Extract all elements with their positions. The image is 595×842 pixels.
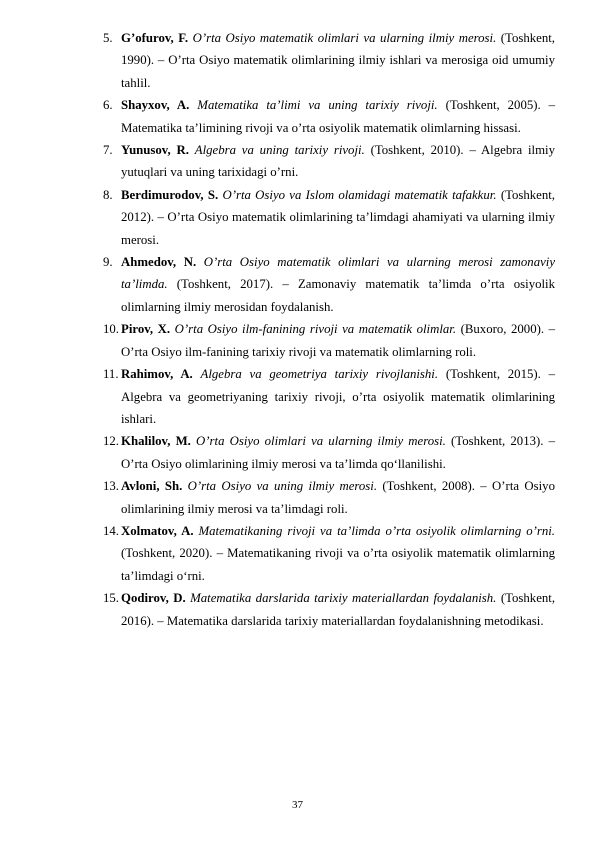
page-number: 37 <box>292 799 303 811</box>
reference-title: Algebra va geometriya tarixiy rivojlanishi. <box>200 367 439 382</box>
reference-list <box>103 27 555 632</box>
reference-item <box>103 430 555 475</box>
reference-author: Xolmatov, A. <box>121 523 194 538</box>
reference-description: (Toshkent, 2015). – Algebra va geometriyaning tarixiy rivoji, o’rta osiyolik matematik olimlarining ishlari. <box>121 367 555 426</box>
reference-description: (Toshkent, 2013). – O’rta Osiyo olimlarining ilmiy merosi va ta’limda qo‘llanilishi. <box>121 434 556 471</box>
reference-description: (Toshkent, 2008). – O’rta Osiyo olimlarining ilmiy merosi va ta’limdagi roli. <box>121 479 555 516</box>
reference-author: Shayxov, A. <box>121 98 190 113</box>
reference-number: 5. <box>103 31 113 45</box>
reference-number: 12. <box>103 434 119 449</box>
reference-item <box>103 475 555 520</box>
reference-description: (Buxoro, 2000). – O’rta Osiyo ilm-fanining tarixiy rivoji va matematik olimlarning roli. <box>121 322 555 359</box>
reference-title: Matematika darslarida tarixiy materiallardan foydalanish. <box>190 591 497 606</box>
reference-description: (Toshkent, 2017). – Zamonaviy matematik ta’limda o’rta osiyolik olimlarning ilmiy merosidan foydalanish. <box>121 277 555 314</box>
reference-title: O’rta Osiyo va uning ilmiy merosi. <box>187 479 378 494</box>
reference-author: Rahimov, A. <box>121 367 193 382</box>
reference-description: (Toshkent, 2016). – Matematika darslarida tarixiy materiallardan foydalanishning metodikasi. <box>121 591 556 628</box>
reference-author: G’ofurov, F. <box>121 31 189 45</box>
reference-description: (Toshkent, 2020). – Matematikaning rivoji va o’rta osiyolik matematik olimlarning ta’limdagi o‘rni. <box>121 546 555 583</box>
reference-title: Matematikaning rivoji va ta’limda o’rta osiyolik olimlarning o’rni. <box>198 523 555 538</box>
reference-number: 6. <box>103 98 113 113</box>
reference-title: O’rta Osiyo ilm-fanining rivoji va matematik olimlar. <box>174 322 457 337</box>
reference-item <box>103 94 555 139</box>
reference-author: Qodirov, D. <box>121 591 186 606</box>
reference-title: O’rta Osiyo matematik olimlari va ularning merosi zamonaviy ta’limda. <box>121 255 556 292</box>
reference-number: 15. <box>103 591 119 606</box>
reference-title: Algebra va uning tarixiy rivoji. <box>194 143 365 158</box>
reference-item <box>103 520 555 587</box>
reference-number: 7. <box>103 143 113 158</box>
reference-item <box>103 587 555 632</box>
reference-number: 8. <box>103 187 113 202</box>
reference-item <box>103 139 555 184</box>
reference-title: O’rta Osiyo matematik olimlari va ularning ilmiy merosi. <box>192 31 497 45</box>
reference-number: 11. <box>103 367 119 382</box>
reference-author: Ahmedov, N. <box>121 255 197 270</box>
reference-title: Matematika ta’limi va uning tarixiy rivoji. <box>197 98 438 113</box>
reference-item <box>103 184 555 251</box>
reference-author: Khalilov, M. <box>121 434 191 449</box>
reference-author: Berdimurodov, S. <box>121 187 219 202</box>
reference-number: 9. <box>103 255 113 270</box>
reference-item <box>103 251 555 318</box>
reference-number: 13. <box>103 479 119 494</box>
reference-title: O’rta Osiyo va Islom olamidagi matematik tafakkur. <box>222 187 497 202</box>
reference-author: Avloni, Sh. <box>121 479 183 494</box>
reference-title: O’rta Osiyo olimlari va ularning ilmiy merosi. <box>196 434 446 449</box>
reference-item <box>103 318 555 363</box>
reference-number: 10. <box>103 322 119 337</box>
reference-number: 14. <box>103 523 119 538</box>
reference-item <box>103 27 555 94</box>
reference-author: Yunusov, R. <box>121 143 189 158</box>
reference-author: Pirov, X. <box>121 322 171 337</box>
reference-item <box>103 363 555 430</box>
reference-description: (Toshkent, 1990). – O’rta Osiyo matematik olimlarining ilmiy ishlari va merosiga oid umumiy tahlil. <box>121 31 555 90</box>
reference-description: (Toshkent, 2010). – Algebra ilmiy yutuqlari va uning tarixidagi o’rni. <box>121 143 555 180</box>
reference-description: (Toshkent, 2005). – Matematika ta’limining rivoji va o’rta osiyolik matematik olimlarning hissasi. <box>121 98 556 135</box>
reference-description: (Toshkent, 2012). – O’rta Osiyo matematik olimlarining ta’limdagi ahamiyati va ularning ilmiy merosi. <box>121 187 556 247</box>
